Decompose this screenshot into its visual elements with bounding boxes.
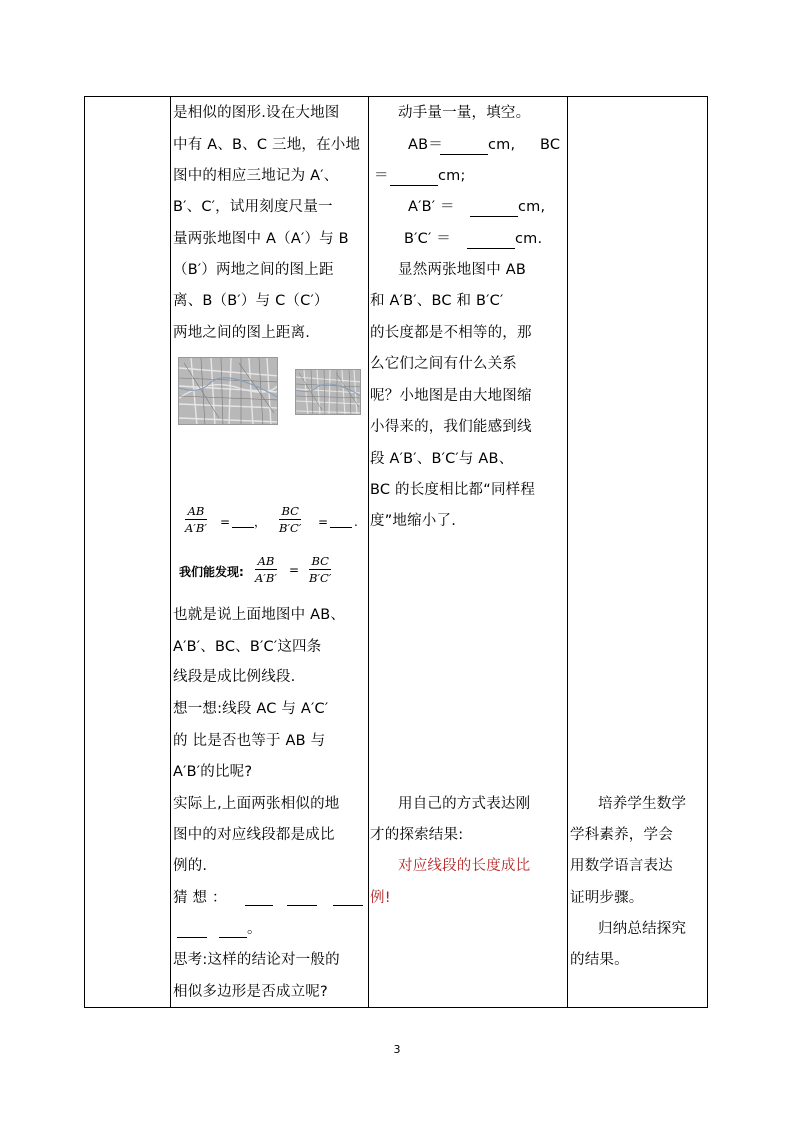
unit-label: cm, (488, 137, 516, 153)
conclusion-text: 对应线段的长度成比 (398, 858, 531, 874)
text-line: 思考:这样的结论对一般的 (173, 952, 340, 968)
guess-label: 猜 想 ： (173, 890, 227, 906)
unit-label: cm, (518, 199, 546, 215)
large-map-image (178, 357, 278, 425)
text-line: 才的探索结果: (370, 827, 464, 843)
fill-blank[interactable] (287, 893, 317, 906)
text-line: 线段是成比例线段. (173, 669, 296, 685)
fraction-denominator: A′B′ (185, 521, 207, 535)
fill-blank[interactable] (440, 142, 488, 155)
fill-blank[interactable] (245, 893, 273, 906)
equals-sign: = (289, 563, 300, 577)
text-line: 的 比是否也等于 AB 与 (173, 733, 326, 749)
page-number: 3 (393, 1043, 401, 1056)
map-graphic (296, 370, 361, 415)
table-divider (368, 97, 369, 1007)
fraction-denominator: B′C′ (309, 571, 332, 585)
text-line: A′B′的比呢? (173, 764, 253, 780)
text-line: 小得来的，我们能感到线 (370, 419, 532, 435)
fill-blank[interactable] (330, 515, 352, 528)
text-line: 用自己的方式表达刚 (398, 796, 531, 812)
text-line: A′B′、BC、B′C′这四条 (173, 639, 322, 655)
fraction-numerator: AB (257, 554, 275, 568)
text-line: 中有 A、B、C 三地，在小地 (173, 137, 361, 153)
text-line: 证明步骤。 (570, 890, 644, 906)
guess-end: 。 (247, 921, 262, 937)
text-line: 和 A′B′、BC 和 B′C′ (370, 293, 504, 309)
fill-blank[interactable] (470, 204, 518, 217)
text-line: 是相似的图形.设在大地图 (173, 105, 340, 121)
text-line: 显然两张地图中 AB (398, 262, 526, 278)
unit-label: cm; (438, 168, 466, 184)
fill-blank[interactable] (177, 925, 207, 938)
text-line: 量两张地图中 A（A′）与 B (173, 231, 349, 247)
bpcp-label: B′C′ ＝ (404, 231, 451, 247)
text-line: 用数学语言表达 (570, 858, 673, 874)
fraction-bar (185, 519, 207, 520)
text-line: 归纳总结探究 (598, 921, 687, 937)
text-line: 段 A′B′、B′C′与 AB、 (370, 451, 514, 467)
text-line: 的长度都是不相等的，那 (370, 325, 532, 341)
fill-blank[interactable] (333, 893, 363, 906)
equals-sign: = (220, 515, 231, 529)
period: . (354, 515, 358, 529)
text-line: 呢？小地图是由大地图缩 (370, 388, 532, 404)
discover-label: 我们能发现: (179, 565, 244, 579)
map-graphic (179, 358, 278, 425)
text-line: 相似多边形是否成立呢? (173, 984, 328, 1000)
fraction-ab-over-apbp (185, 504, 207, 535)
bc-label: BC (540, 137, 561, 153)
text-line: 图中的相应三地记为 A′、 (173, 168, 339, 184)
text-line: B′、C′，试用刻度尺量一 (173, 199, 333, 215)
equals-sign: = (318, 515, 329, 529)
fraction-denominator: A′B′ (255, 571, 277, 585)
equals-sign: ＝ (374, 168, 389, 184)
text-line: 动手量一量，填空。 (398, 105, 531, 121)
fill-blank[interactable] (232, 515, 254, 528)
fraction-bar (309, 569, 331, 570)
fraction-denominator: B′C′ (279, 521, 302, 535)
table-divider (567, 97, 568, 1007)
unit-label: cm. (515, 231, 543, 247)
text-line: BC 的长度相比都“同样程 (370, 482, 536, 498)
text-line: 也就是说上面地图中 AB、 (173, 607, 346, 623)
fraction-bc-over-bpcp (309, 554, 331, 585)
text-line: 图中的对应线段都是成比 (173, 827, 335, 843)
separator: ， (254, 515, 267, 529)
text-line: 两地之间的图上距离. (173, 325, 311, 341)
fill-blank[interactable] (219, 925, 247, 938)
text-line: 实际上,上面两张相似的地 (173, 796, 340, 812)
lesson-table (84, 96, 708, 1008)
text-line: 想一想:线段 AC 与 A′C′ (173, 701, 329, 717)
fraction-bar (279, 519, 301, 520)
ab-label: AB＝ (408, 137, 443, 153)
text-line: （B′）两地之间的图上距 (173, 262, 334, 278)
fraction-bar (255, 569, 277, 570)
text-line: 的结果。 (570, 952, 629, 968)
table-divider (170, 97, 171, 1007)
text-line: 么它们之间有什么关系 (370, 356, 517, 372)
apbp-label: A′B′ ＝ (408, 199, 455, 215)
fraction-numerator: AB (187, 504, 205, 518)
text-line: 度”地缩小了. (370, 513, 457, 529)
text-line: 学科素养，学会 (570, 827, 673, 843)
fill-blank[interactable] (390, 173, 438, 186)
text-line: 例的. (173, 858, 208, 874)
fraction-ab-over-apbp (255, 554, 277, 585)
fraction-bc-over-bpcp (279, 504, 301, 535)
small-map-image (295, 369, 361, 415)
text-line: 离、B（B′）与 C（C′） (173, 293, 329, 309)
fraction-numerator: BC (311, 554, 329, 568)
fill-blank[interactable] (467, 236, 515, 249)
text-line: 培养学生数学 (598, 796, 687, 812)
conclusion-text: 例! (370, 890, 391, 906)
fraction-numerator: BC (281, 504, 299, 518)
